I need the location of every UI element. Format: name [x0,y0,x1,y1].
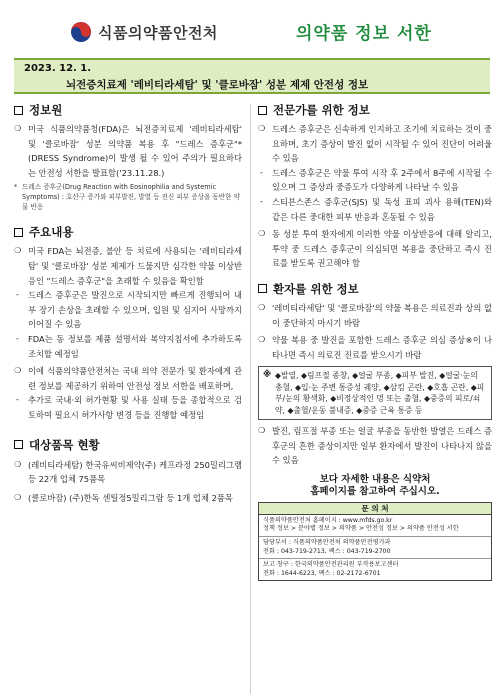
column-divider [250,104,251,694]
section-box-icon [14,228,23,237]
section-heading-main-content: 주요내용 [14,222,242,242]
closing-message: 보다 자세한 내용은 식약처 홈페이지를 참고하여 주십시오. [310,473,440,497]
left-column [14,100,242,505]
list-item: ❍ '레비티라세탐' 및 '클로바잠'의 약물 복용은 의료진과 상의 없이 중단하지 마시기 바람 [258,302,492,328]
issue-date: 2023. 12. 1. [24,63,92,74]
publication-title: 의약품 정보 서한 [296,24,432,44]
section-heading-products: 대상품목 현황 [14,435,242,455]
section-box-icon [258,106,267,115]
contact-row-website: 식품의약품안전처 홈페이지 : www.mfds.go.kr 정책 정보 > 분야별 정보 > 의약품 > 안전성 정보 > 의약품 안전성 서한 [259,515,491,537]
overview-footnote: * 드레스 증후군(Drug Reaction with Eosinophilia and Systemic Symptoms) : 호산구 증가와 피부발진, 발열 등 전신 피부 증상을 동반한 약물 반응 [14,183,240,212]
contact-row-report: 보고 창구 : 한국의약품안전관리원 부작용보고센터 전화 : 1644-6223, 팩스 : 02-2172-6701 [263,561,399,577]
list-item: - 스티븐스존스 증후군(SJS) 및 독성 표피 괴사 용해(TEN)와 같은 다른 중대한 피부 반응과 혼동될 수 있음 [260,196,492,222]
list-item: - 드레스 증후군은 발진으로 시작되지만 빠르게 진행되어 내부 장기 손상을 초래할 수 있으며, 입원 및 심지어 사망까지 이어질 수 있음 [16,290,242,330]
contact-row-department: 담당부서 : 식품의약품안전처 의약품안전평가과 전화 : 043-719-2713, 팩스 : 043-719-2700 [259,537,491,559]
list-item: - 드레스 증후군은 약물 투여 시작 후 2주에서 8주에 시작될 수 있으며 그 증상과 중증도가 다양하게 나타날 수 있음 [260,167,492,193]
list-item: ❍ 이에 식품의약품안전처는 국내 의약 전문가 및 환자에게 관련 정보를 제공하기 위하여 안전성 정보 서한을 배포하며, [14,366,242,391]
section-box-icon [14,440,23,449]
circle-bullet-icon: ❍ [14,124,22,133]
section-box-icon [14,106,23,115]
list-item: ❍ (레비티라세탐) 한국유씨비제약(주) 케프라정 250밀리그램 등 22개 업체 75품목 [14,459,242,485]
org-name: 식품의약품안전처 [98,24,218,42]
section-heading-overview: 정보원 [14,100,242,120]
right-column [258,100,492,581]
header [0,0,504,58]
title-bar [14,58,490,94]
contact-heading: 문 의 처 [259,503,491,515]
symptom-notice-box: ※ ◆발열, ◆림프절 종창, ◆얼굴 부종, ◆피부 발진, ◆얼굴·눈의 충혈, ◆입·눈 주변 통증성 궤양, ◆삼킴 곤란, ◆호흡 곤란, ◆피부/눈의 황색화, ◆비정상적인 멍 또는 출혈, ◆중증의 피로/쇠약, ◆출혈/운동 불내증, ◆중증 근육 통증 등 [258,366,492,420]
taegeuk-emblem-icon [70,21,92,43]
section-heading-experts: 전문가를 위한 정보 [258,100,492,120]
list-item: ❍ 미국 FDA는 뇌전증, 불안 등 치료에 사용되는 '레비티라세탐' 및 '클로바잠' 성분 제제가 드물지만 심각한 약물 이상반응인 "드레스 증후군"을 초래할 수 있음을 확인함 [14,246,242,286]
list-item: ❍ 드레스 증후군은 신속하게 인지하고 조기에 치료하는 것이 중요하며, 초기 증상이 발진 없이 시작될 수 있어 진단이 어려울 수 있음 [258,124,492,164]
list-item: ❍ 약물 복용 중 발진을 포함한 드레스 증후군 의심 증상※이 나타나면 즉시 의료진 진료를 받으시기 바람 [258,335,492,360]
list-item: ❍ 동 성분 투여 환자에게 이러한 약물 이상반응에 대해 알리고, 투약 중 드레스 증후군이 의심되면 복용을 중단하고 즉시 진료를 받도록 권고해야 함 [258,229,492,269]
list-item: ❍ (클로바잠) (주)한독 센틸정5밀리그람 등 1개 업체 2품목 [14,492,233,503]
list-item: - 추가로 국내·외 허가현황 및 사용 실태 등을 종합적으로 검토하여 필요시 허가사항 변경 등을 진행할 예정임 [16,395,242,420]
section-box-icon [258,284,267,293]
document-title: 뇌전증치료제 '레비티라세탐' 및 '클로바잠' 성분 제제 안전성 정보 [66,79,369,91]
list-item: - FDA는 동 정보를 제품 설명서와 복약지침서에 추가하도록 조치할 예정임 [16,333,242,359]
list-item: ❍ 발진, 림프절 부종 또는 얼굴 부종을 동반한 발열은 드레스 증후군의 흔한 증상이지만 일부 환자에서 발진이 나타나지 않을 수 있음 [258,425,492,466]
overview-item: ❍ 미국 식품의약품청(FDA)은 뇌전증치료제 '레비티라세탐' 및 '클로바잠' 성분 의약품 복용 후 "드레스 증후군"*(DRESS Syndrome)이 발생 될 수 있어 주의가 필요하다는 안전성 서한을 발표함('23.11.28.) [14,122,242,180]
section-heading-patients: 환자를 위한 정보 [258,279,492,299]
contact-box [258,502,492,582]
